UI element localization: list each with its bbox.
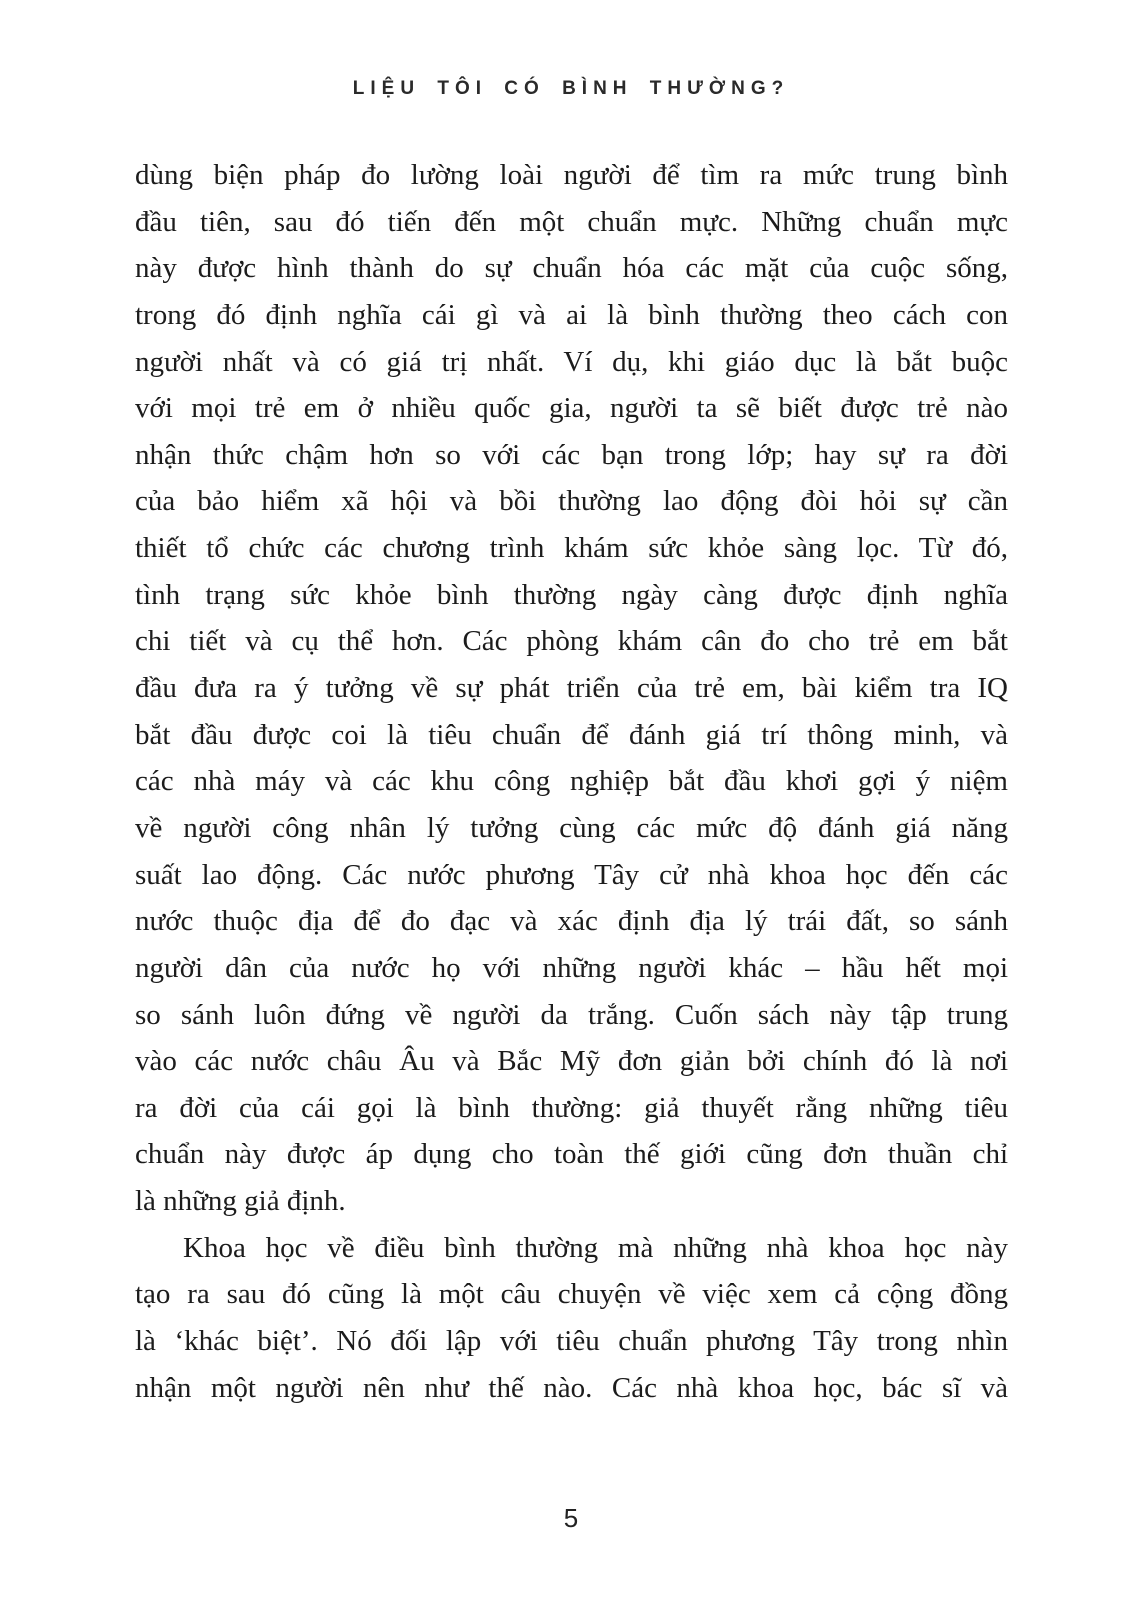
body-line: thiết tổ chức các chương trình khám sức khỏe sàng lọc. Từ đó, [135, 532, 1008, 565]
body-line: với mọi trẻ em ở nhiều quốc gia, người ta sẽ biết được trẻ nào [135, 392, 1008, 425]
body-line: vào các nước châu Âu và Bắc Mỹ đơn giản bởi chính đó là nơi [135, 1045, 1008, 1078]
body-line: bắt đầu được coi là tiêu chuẩn để đánh giá trí thông minh, và [135, 718, 1008, 751]
body-line: nhận thức chậm hơn so với các bạn trong lớp; hay sự ra đời [135, 438, 1008, 471]
body-line: suất lao động. Các nước phương Tây cử nhà khoa học đến các [135, 858, 1008, 891]
body-line: chi tiết và cụ thể hơn. Các phòng khám cân đo cho trẻ em bắt [135, 625, 1008, 658]
body-line: các nhà máy và các khu công nghiệp bắt đầu khơi gợi ý niệm [135, 765, 1008, 798]
body-line: là ‘khác biệt’. Nó đối lập với tiêu chuẩn phương Tây trong nhìn [135, 1325, 1008, 1358]
body-line: của bảo hiểm xã hội và bồi thường lao động đòi hỏi sự cần [135, 485, 1008, 518]
body-line: trong đó định nghĩa cái gì và ai là bình thường theo cách con [135, 298, 1008, 331]
running-header-title: LIỆU TÔI CÓ BÌNH THƯỜNG? [352, 78, 790, 99]
body-line: chuẩn này được áp dụng cho toàn thế giới cũng đơn thuần chỉ [135, 1138, 1008, 1171]
page-number: 5 [563, 1503, 579, 1533]
body-line: nước thuộc địa để đo đạc và xác định địa lý trái đất, so sánh [135, 905, 1008, 938]
body-line: nhận một người nên như thế nào. Các nhà khoa học, bác sĩ và [135, 1371, 1008, 1404]
body-line: đầu đưa ra ý tưởng về sự phát triển của trẻ em, bài kiểm tra IQ [135, 672, 1008, 705]
body-line: so sánh luôn đứng về người da trắng. Cuốn sách này tập trung [135, 998, 1008, 1031]
body-line: về người công nhân lý tưởng cùng các mức độ đánh giá năng [135, 811, 1008, 844]
body-line: người dân của nước họ với những người khác – hầu hết mọi [135, 951, 1008, 984]
body-line: dùng biện pháp đo lường loài người để tìm ra mức trung bình [135, 159, 1008, 191]
body-line: người nhất và có giá trị nhất. Ví dụ, khi giáo dục là bắt buộc [135, 345, 1008, 378]
body-line: này được hình thành do sự chuẩn hóa các mặt của cuộc sống, [135, 252, 1008, 285]
body-line: Khoa học về điều bình thường mà những nhà khoa học này [183, 1231, 1008, 1264]
body-line: đầu tiên, sau đó tiến đến một chuẩn mực. Những chuẩn mực [135, 205, 1008, 238]
paragraph-1 [135, 152, 1008, 1225]
body-line: tạo ra sau đó cũng là một câu chuyện về việc xem cả cộng đồng [135, 1278, 1008, 1311]
body-line: tình trạng sức khỏe bình thường ngày càng được định nghĩa [135, 578, 1008, 611]
body-line: ra đời của cái gọi là bình thường: giả thuyết rằng những tiêu [135, 1091, 1008, 1124]
body-line: là những giả định. [135, 1185, 346, 1218]
paragraph-2 [135, 1225, 1008, 1412]
body-text [135, 152, 1008, 1411]
